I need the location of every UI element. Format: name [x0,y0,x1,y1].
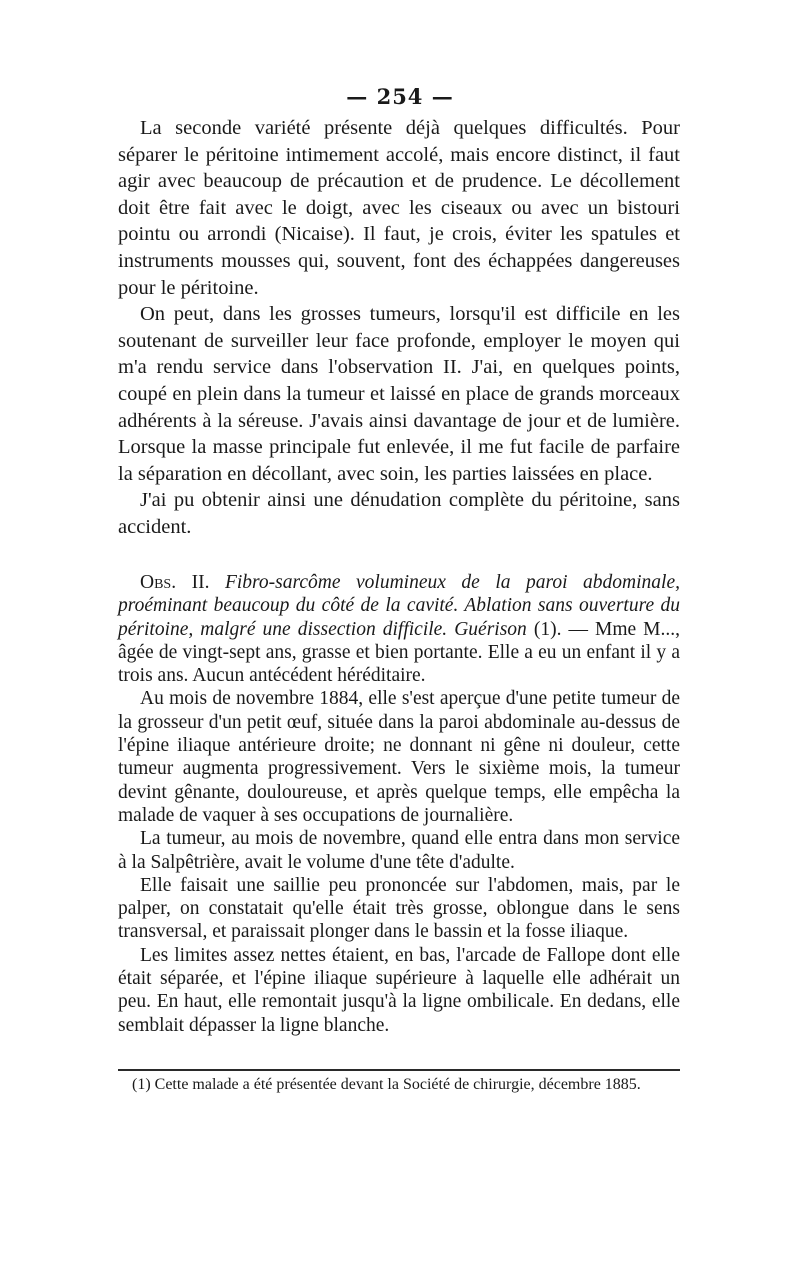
paragraph: La tumeur, au mois de novembre, quand elle entra dans mon service à la Salpêtrière, avait le volume d'une tête d'adulte. [118,828,680,873]
footnote-reference: (1). [533,618,562,640]
main-text [118,115,680,541]
paragraph: J'ai pu obtenir ainsi une dénudation complète du péritoine, sans accident. [118,489,680,538]
observation-heading [118,571,680,687]
observation-label: Obs. II. [140,572,210,593]
observation-intro: — Mme M..., âgée de vingt-sept ans, grasse et bien portante. Elle a eu un enfant il y a trois ans. Aucun antécédent héréditaire. [118,618,681,687]
footnote [118,1076,680,1094]
paragraph: La seconde variété présente déjà quelques difficultés. Pour séparer le péritoine intimement accolé, mais encore distinct, il faut agir avec beaucoup de précaution et de prudence. Le décollement doit être fait avec le doigt, avec les ciseaux ou avec un bistouri pointu ou arrondi (Nicaise). Il faut, je crois, éviter les spatules et instruments mousses qui, souvent, font des échappées dangereuses pour le péritoine. [118,117,680,299]
footnote-text: (1) Cette malade a été présentée devant la Société de chirurgie, décembre 1885. [132,1076,641,1093]
paragraph: Au mois de novembre 1884, elle s'est aperçue d'une petite tumeur de la grosseur d'un petit œuf, située dans la paroi abdominale au-dessus de l'épine iliaque antérieure droite; ne donnant ni gêne ni douleur, cette tumeur augmenta progressivement. Vers le sixième mois, la tumeur devint gênante, douloureuse, et après quelque temps, elle empêcha la malade de vaquer à ses occupations de journalière. [118,688,680,826]
footnote-divider [118,1069,680,1071]
paragraph: Elle faisait une saillie peu prononcée sur l'abdomen, mais, par le palper, on constatait qu'elle était très grosse, oblongue dans le sens transversal, et paraissait plonger dans le bassin et la fosse iliaque. [118,874,680,943]
observation-title: Fibro-sarcôme volumineux de la paroi abdominale, proéminant beaucoup du côté de la cavité. Ablation sans ouverture du péritoine, malgré une dissection difficile. Guérison [118,572,680,640]
page-number: — 254 — [346,84,454,109]
paragraph: Les limites assez nettes étaient, en bas, l'arcade de Fallope dont elle était séparée, et l'épine iliaque supérieure à laquelle elle adhérait un peu. En haut, elle remontait jusqu'à la ligne ombilicale. En dedans, elle semblait dépasser la ligne blanche. [118,944,680,1036]
paragraph: On peut, dans les grosses tumeurs, lorsqu'il est difficile en les soutenant de surveiller leur face profonde, employer le moyen qui m'a rendu service dans l'observation II. J'ai, en quelques points, coupé en plein dans la tumeur et laissé en place de grands morceaux adhérents à la séreuse. J'avais ainsi davantage de jour et de lumière. Lorsque la masse principale fut enlevée, il me fut facile de parfaire la séparation en décollant, avec soin, les parties laissées en place. [118,303,680,485]
observation-section [118,571,680,1037]
